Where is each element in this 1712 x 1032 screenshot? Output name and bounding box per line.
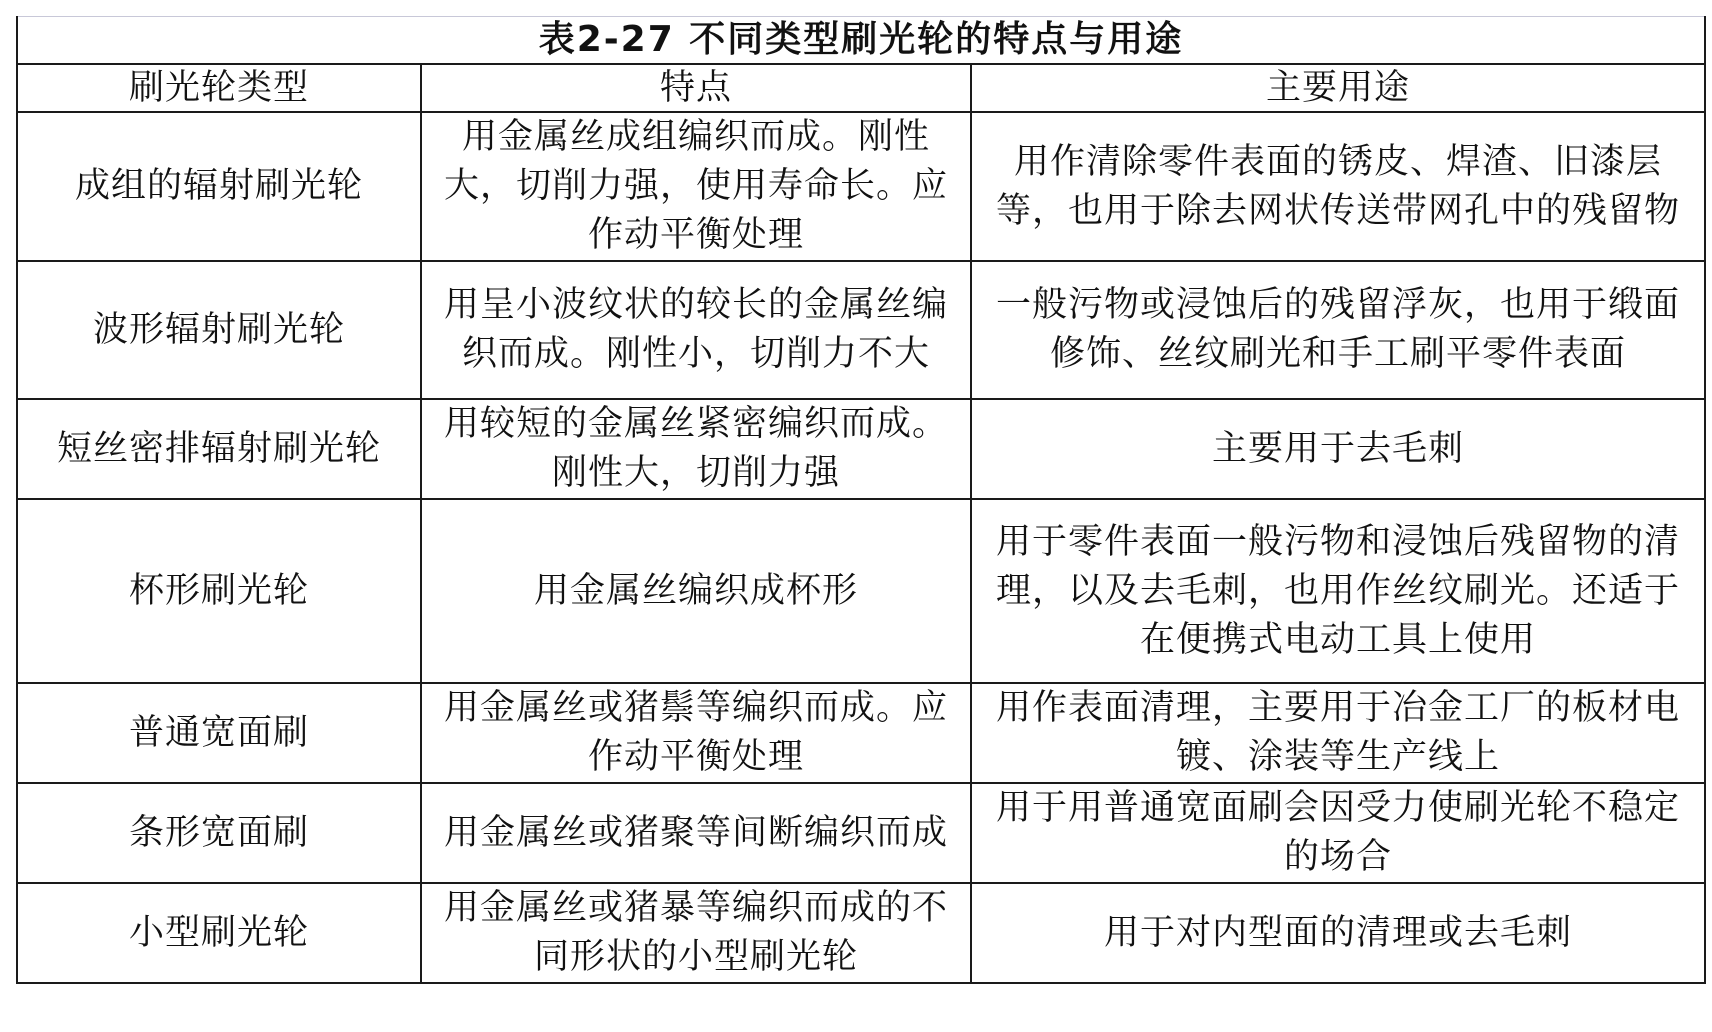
cell-features: 用金属丝成组编织而成。刚性大，切削力强，使用寿命长。应作动平衡处理 — [421, 112, 971, 261]
cell-features: 用金属丝或猪聚等间断编织而成 — [421, 783, 971, 883]
cell-type: 成组的辐射刷光轮 — [17, 112, 421, 261]
table-row — [17, 783, 1705, 883]
cell-uses: 用于用普通宽面刷会因受力使刷光轮不稳定的场合 — [971, 783, 1705, 883]
cell-features: 用金属丝或猪鬃等编织而成。应作动平衡处理 — [421, 683, 971, 783]
caption-row — [17, 17, 1705, 65]
cell-uses: 用作表面清理，主要用于冶金工厂的板材电镀、涂装等生产线上 — [971, 683, 1705, 783]
cell-features: 用呈小波纹状的较长的金属丝编织而成。刚性小，切削力不大 — [421, 261, 971, 399]
brush-wheel-table — [16, 16, 1706, 984]
cell-features: 用金属丝或猪暴等编织而成的不同形状的小型刷光轮 — [421, 883, 971, 983]
cell-uses: 用于对内型面的清理或去毛刺 — [971, 883, 1705, 983]
cell-uses: 用作清除零件表面的锈皮、焊渣、旧漆层等，也用于除去网状传送带网孔中的残留物 — [971, 112, 1705, 261]
table-row — [17, 683, 1705, 783]
cell-type: 普通宽面刷 — [17, 683, 421, 783]
header-uses: 主要用途 — [971, 64, 1705, 112]
header-features: 特点 — [421, 64, 971, 112]
table-row — [17, 883, 1705, 983]
cell-uses: 主要用于去毛刺 — [971, 399, 1705, 499]
cell-type: 小型刷光轮 — [17, 883, 421, 983]
cell-uses: 用于零件表面一般污物和浸蚀后残留物的清理，以及去毛刺，也用作丝纹刷光。还适于在便携式电动工具上使用 — [971, 499, 1705, 683]
cell-type: 短丝密排辐射刷光轮 — [17, 399, 421, 499]
table-caption: 表2-27 不同类型刷光轮的特点与用途 — [17, 17, 1705, 65]
table-row — [17, 399, 1705, 499]
table-container — [16, 16, 1704, 984]
cell-type: 波形辐射刷光轮 — [17, 261, 421, 399]
table-row — [17, 112, 1705, 261]
header-type: 刷光轮类型 — [17, 64, 421, 112]
cell-type: 条形宽面刷 — [17, 783, 421, 883]
table-row — [17, 499, 1705, 683]
cell-uses: 一般污物或浸蚀后的残留浮灰，也用于缎面修饰、丝纹刷光和手工刷平零件表面 — [971, 261, 1705, 399]
cell-type: 杯形刷光轮 — [17, 499, 421, 683]
table-row — [17, 261, 1705, 399]
cell-features: 用金属丝编织成杯形 — [421, 499, 971, 683]
header-row — [17, 64, 1705, 112]
cell-features: 用较短的金属丝紧密编织而成。刚性大，切削力强 — [421, 399, 971, 499]
